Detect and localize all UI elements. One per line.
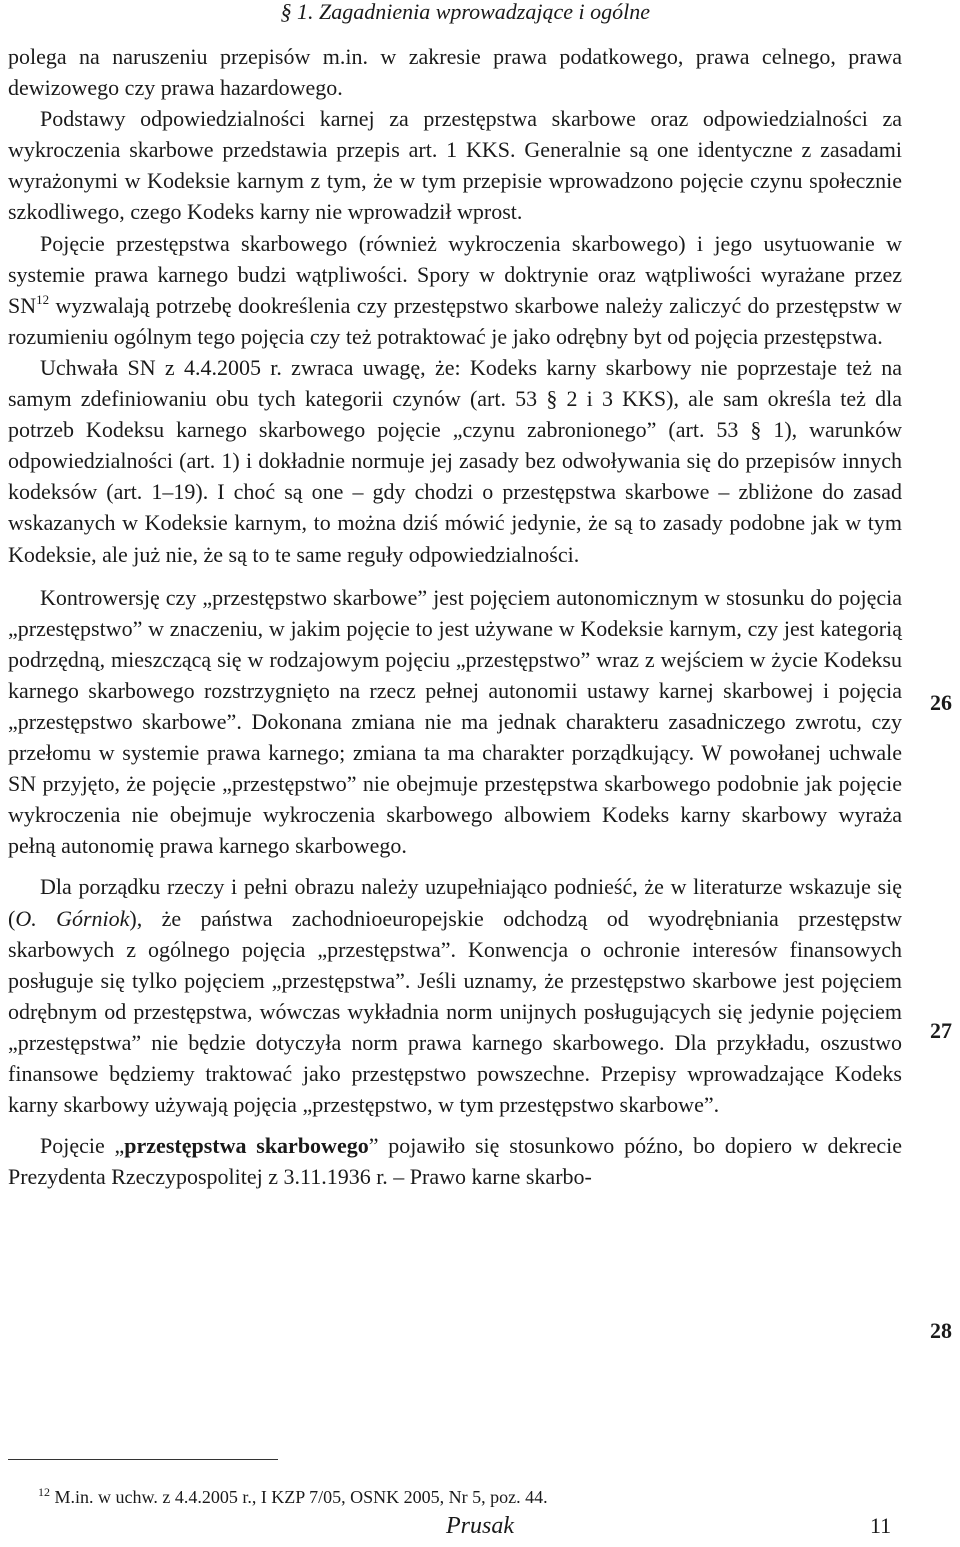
paragraph-6-text-b: ), że państwa zachodnioeuropejskie odchodzą od wyodrębniania przestępstw skarbowych z ogólnego pojęcia „przestępstwa”. Konwencja o ochronie interesów finansowych posługuje się tylko pojęciem „przestępstwa”. Jeśli uznamy, że przestępstwo skarbowe jest pojęciem odrębnym od przestępstwa, wówczas wykładnia norm unijnych posługujących się jedynie pojęciem „przestępstwa” nie będzie dotyczyła norm prawa karnego skarbowego. Dla przykładu, oszustwo finansowe będziemy traktować jako przestępstwo powszechne. Przepisy wprowadzające Kodeks karny skarbowy używają pojęcia „przestępstwo, w tym przestępstwo skarbowe”. (8, 905, 903, 1118)
footnote-number: 12 (38, 1485, 50, 1499)
paragraph-3 (8, 228, 902, 352)
key-term: przestępstwa skarbowego (124, 1133, 369, 1159)
paragraph-7 (8, 1130, 902, 1192)
margin-number-26: 26 (930, 690, 952, 715)
page-number: 11 (870, 1513, 892, 1538)
footnote-ref[interactable]: 12 (36, 291, 50, 307)
margin-number-27: 27 (930, 1018, 952, 1043)
paragraph-4: Uchwała SN z 4.4.2005 r. zwraca uwagę, że: Kodeks karny skarbowy nie poprzestaje też na samym zdefiniowaniu obu tych kategorii czynów (art. 53 § 2 i 3 KKS), ale sam określa też dla potrzeb Kodeksu karnego skarbowego pojęcie „czynu zabronionego” (art. 53 § 1), warunków odpowiedzialności (art. 1) i dokładnie normuje jej zasady bez odwoływania się do przepisów innych kodeksów (art. 1–19). I choć są one – gdy chodzi o przestępstwa skarbowe – zbliżone do zasad wskazanych w Kodeksie karnym, to można dziś mówić jedynie, że są to zasady podobne jak w tym Kodeksie, ale już nie, że są to te same reguły odpowiedzialności. (8, 354, 902, 567)
margin-number-28: 28 (930, 1318, 952, 1343)
footnote-divider (8, 1459, 278, 1460)
paragraph-2: Podstawy odpowiedzialności karnej za przestępstwa skarbowe oraz odpowiedzialności za wykroczenia skarbowe przedstawia przepis art. 1 KKS. Generalnie są one identyczne z zasadami wyrażonymi w Kodeksie karnym z tym, że w tym przepisie wprowadzono pojęcie czynu społecznie szkodliwego, czego Kodeks karny nie wprowadził wprost. (8, 106, 902, 225)
body-text (8, 41, 902, 1192)
paragraph-1: polega na naruszeniu przepisów m.in. w zakresie prawa podatkowego, prawa celnego, prawa dewizowego czy prawa hazardowego. (8, 44, 902, 101)
cited-author: O. Górniok (15, 905, 130, 931)
paragraph-5: Kontrowersję czy „przestępstwo skarbowe” jest pojęciem autonomicznym w stosunku do pojęcia „przestępstwo” w znaczeniu, w jakim pojęcie to jest używane w Kodeksie karnym, czy jest kategorią podrzędną, mieszczącą się w rodzajowym pojęciu „przestępstwo” wraz z wejściem w życie Kodeksu karnego skarbowego rozstrzygnięto na rzecz pełnej autonomii ustawy karnej skarbowej i pojęcia „przestępstwo skarbowe”. Dokonana zmiana nie ma jednak charakteru zasadniczego zwrotu, czy przełomu w systemie prawa karnego; zmiana ta ma charakter porządkujący. W powołanej uchwale SN przyjęto, że pojęcie „przestępstwo” nie obejmuje przestępstwa skarbowego podobnie jak pojęcie wykroczenia nie obejmuje wykroczenia skarbowego albowiem Kodeks karny skarbowy wyraża pełną autonomię prawa karnego skarbowego. (8, 584, 902, 859)
footer-author: Prusak (446, 1513, 514, 1539)
paragraph-6 (8, 871, 902, 1120)
footnote-text: M.in. w uchw. z 4.4.2005 r., I KZP 7/05, OSNK 2005, Nr 5, poz. 44. (50, 1487, 548, 1507)
paragraph-6-text-a: Dla porządku rzeczy i pełni obrazu należy uzupełniająco podnieść, że w literaturze wskazuje się ( (8, 874, 902, 931)
footnote (38, 1486, 548, 1508)
paragraph-3-text-a: Pojęcie przestępstwa skarbowego (również wykroczenia skarbowego) i jego usytuowanie w systemie prawa karnego budzi wątpliwości. Spory w doktrynie oraz wątpliwości wyrażane przez SN (8, 230, 902, 318)
paragraph-7-text-a: Pojęcie „ (40, 1133, 125, 1159)
running-header: § 1. Zagadnienia wprowadzające i ogólne (280, 0, 650, 24)
paragraph-3-text-b: wyzwalają potrzebę dookreślenia czy przestępstwo skarbowe należy zaliczyć do przestępstw w rozumieniu ogólnym tego pojęcia czy też potraktować je jako odrębny byt od pojęcia przestępstwa. (8, 292, 902, 349)
paragraph-7-text-b: ” pojawiło się stosunkowo późno, bo dopiero w dekrecie Prezydenta Rzeczypospolitej z 3.11.1936 r. – Prawo karne skarbo- (8, 1133, 902, 1190)
